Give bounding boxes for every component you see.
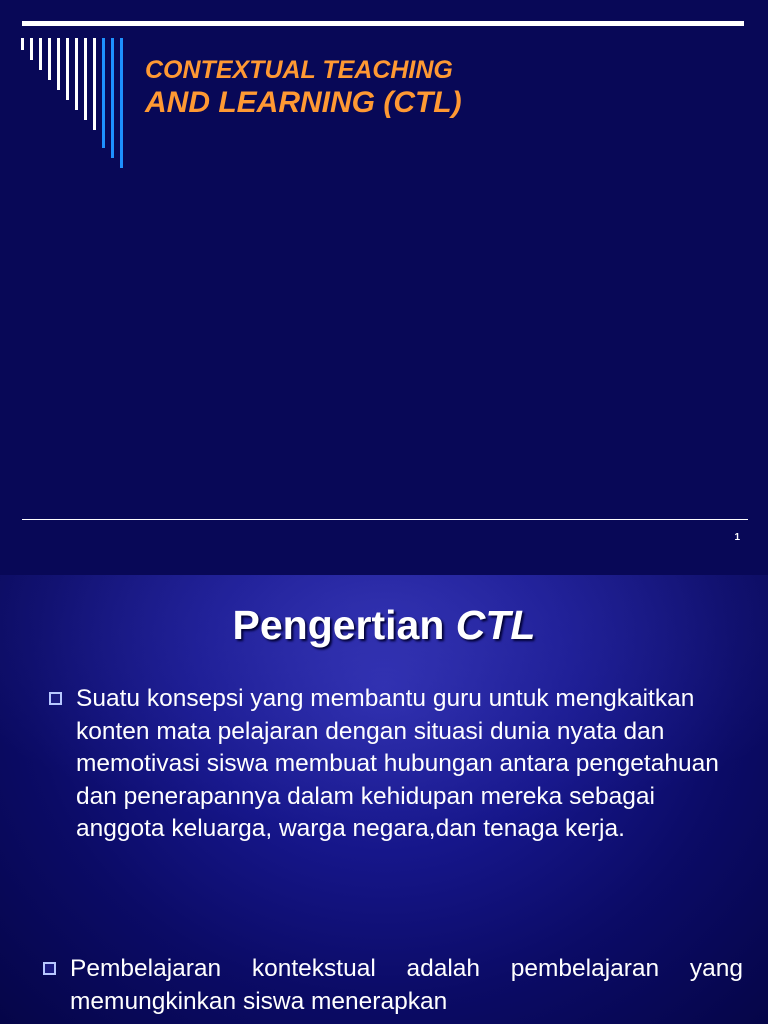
title-plain: Pengertian: [232, 602, 456, 648]
stripe-bar: [84, 38, 87, 120]
stripe-bar: [30, 38, 33, 60]
stripe-bar: [48, 38, 51, 80]
title-italic: CTL: [455, 602, 536, 648]
title-line-2: AND LEARNING (CTL): [145, 86, 462, 119]
page-number: 1: [734, 532, 740, 543]
stripe-bar: [111, 38, 114, 158]
hollow-square-bullet-icon: [43, 962, 56, 975]
stripe-bar: [120, 38, 123, 168]
hollow-square-bullet-icon: [49, 692, 62, 705]
bullet-item: [43, 953, 743, 1018]
slide-1-title: [145, 55, 462, 121]
bullet-text: Pembelajaran kontekstual adalah pembelajaran yang memungkinkan siswa menerapkan: [70, 955, 743, 1015]
title-line-1: CONTEXTUAL TEACHING: [145, 56, 453, 84]
slide-2: [0, 575, 768, 1024]
stripe-bar: [21, 38, 24, 50]
bottom-rule: [22, 519, 748, 520]
slide-2-title: [0, 602, 768, 649]
stripe-bar: [93, 38, 96, 130]
stripe-bar: [75, 38, 78, 110]
stripe-bar: [102, 38, 105, 148]
stripe-bar: [39, 38, 42, 70]
top-rule: [22, 21, 744, 26]
bullet-item: [49, 683, 739, 846]
bullet-text: Suatu konsepsi yang membantu guru untuk mengkaitkan konten mata pelajaran dengan situasi dunia nyata dan memotivasi siswa membuat hubungan antara pengetahuan dan penerapannya dalam kehidupan mereka sebagai anggota keluarga, warga negara,dan tenaga kerja.: [76, 685, 719, 843]
stripe-bar: [66, 38, 69, 100]
stripe-bar: [57, 38, 60, 90]
